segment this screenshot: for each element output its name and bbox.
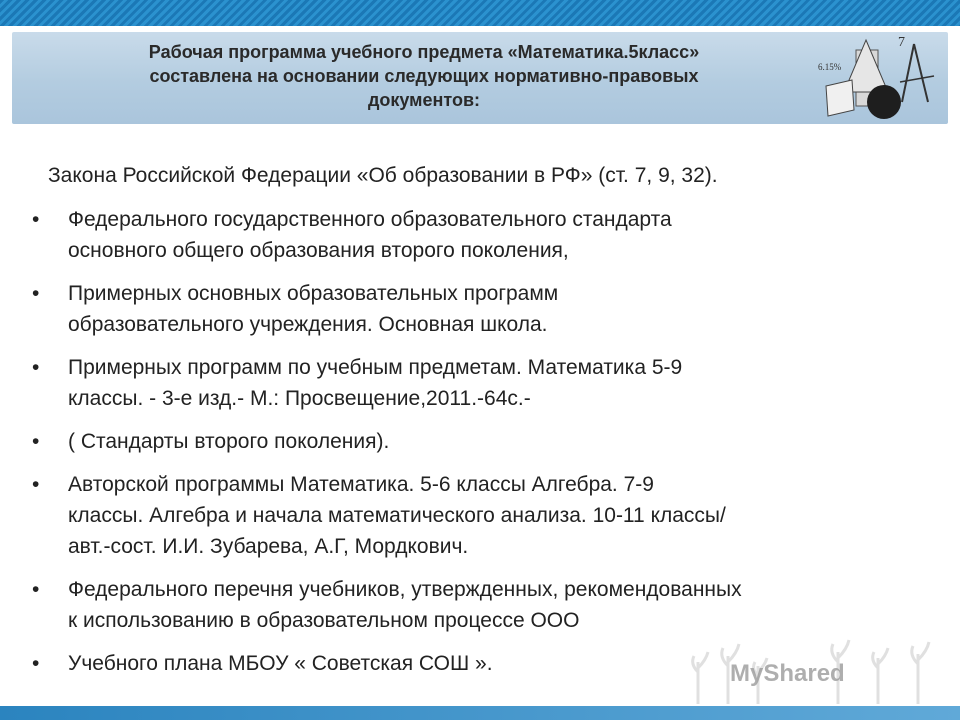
bullet: • <box>32 473 40 496</box>
item-line: к использованию в образовательном процессе ООО <box>68 609 580 632</box>
title-line: Рабочая программа учебного предмета «Математика.5класс» <box>148 42 700 62</box>
ruler-line <box>900 76 934 82</box>
intro-text: Закона Российской Федерации «Об образовании в РФ» (ст. 7, 9, 32). <box>48 164 718 187</box>
art-number: 6.15% <box>818 62 842 72</box>
list-item <box>32 426 932 457</box>
list-item <box>32 352 932 414</box>
sphere-shape <box>867 85 901 119</box>
page-title <box>20 40 828 112</box>
item-line: основного общего образования второго поколения, <box>68 239 569 262</box>
list-item <box>32 469 932 562</box>
item-line: авт.-сост. И.И. Зубарева, А.Г, Мордкович. <box>68 535 469 558</box>
item-line: Примерных основных образовательных программ <box>68 282 559 305</box>
item-line: ( Стандарты второго поколения). <box>68 430 390 453</box>
compass-leg <box>902 44 914 102</box>
bullet: • <box>32 356 40 379</box>
item-line: Учебного плана МБОУ « Советская СОШ ». <box>68 652 493 675</box>
list-item <box>32 278 932 340</box>
item-line: Федерального перечня учебников, утвержденных, рекомендованных <box>68 578 742 601</box>
footer-bar <box>0 706 960 720</box>
geometry-illustration <box>818 30 948 126</box>
item-line: Федерального государственного образовательного стандарта <box>68 208 672 231</box>
bullet: • <box>32 578 40 601</box>
top-stripe <box>0 0 960 26</box>
bullet: • <box>32 430 40 453</box>
bullet: • <box>32 282 40 305</box>
list-item <box>32 204 932 266</box>
bullet: • <box>32 652 40 675</box>
title-line: составлена на основании следующих нормативно-правовых <box>149 66 699 86</box>
watermark-text: MyShared <box>730 660 845 687</box>
item-line: Авторской программы Математика. 5-6 классы Алгебра. 7-9 <box>68 473 654 496</box>
item-line: классы. Алгебра и начала математического анализа. 10-11 классы/ <box>68 504 726 527</box>
list-item <box>32 574 932 636</box>
item-line: Примерных программ по учебным предметам. Математика 5-9 <box>68 356 683 379</box>
bullet: • <box>32 208 40 231</box>
documents-list <box>32 204 932 691</box>
title-line: документов: <box>367 90 481 110</box>
art-number: 7 <box>898 35 905 50</box>
cube-shape <box>826 80 854 116</box>
item-line: классы. - 3-е изд.- М.: Просвещение,2011.-64с.- <box>68 387 531 410</box>
compass-leg <box>914 44 928 102</box>
item-line: образовательного учреждения. Основная школа. <box>68 313 548 336</box>
